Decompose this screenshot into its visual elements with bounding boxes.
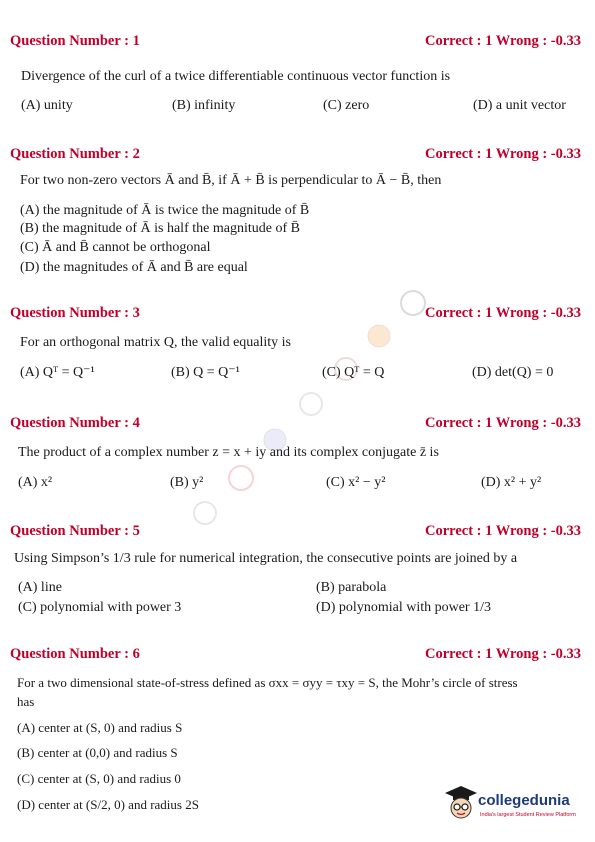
logo-name: collegedunia (478, 792, 570, 809)
option-a: (A) the magnitude of Ā is twice the magnitude of B̄ (20, 203, 310, 218)
question-stem: For a two dimensional state-of-stress defined as σxx = σyy = τxy = S, the Mohr’s circle of stress (17, 675, 518, 690)
question-header (10, 33, 581, 51)
question-marks: Correct : 1 Wrong : -0.33 (425, 305, 581, 321)
option-b: (B) center at (0,0) and radius S (17, 745, 178, 760)
option-c: (C) x² − y² (326, 475, 386, 490)
question-stem: For two non-zero vectors Ā and B̄, if Ā + B̄ is perpendicular to Ā − B̄, then (20, 173, 442, 188)
option-a: (A) x² (18, 475, 53, 490)
question-header (10, 415, 581, 433)
option-a: (A) unity (21, 98, 73, 113)
option-b: (B) y² (170, 475, 204, 490)
question-stem: Using Simpson’s 1/3 rule for numerical integration, the consecutive points are joined by a (14, 551, 518, 566)
option-c: (C) Ā and B̄ cannot be orthogonal (20, 240, 211, 255)
question-header (10, 146, 581, 164)
question-number: Question Number : 3 (10, 305, 140, 321)
question-header (10, 646, 581, 664)
question-stem-continued: has (17, 694, 35, 709)
option-d: (D) polynomial with power 1/3 (316, 600, 491, 615)
question-marks: Correct : 1 Wrong : -0.33 (425, 415, 581, 431)
question-header (10, 523, 581, 541)
question-number: Question Number : 4 (10, 415, 140, 431)
question-marks: Correct : 1 Wrong : -0.33 (425, 523, 581, 539)
question-header (10, 305, 581, 323)
option-a: (A) center at (S, 0) and radius S (17, 720, 183, 735)
option-d: (D) the magnitudes of Ā and B̄ are equal (20, 260, 248, 275)
question-stem: For an orthogonal matrix Q, the valid equality is (20, 335, 292, 350)
watermark-circle (229, 466, 253, 490)
logo-tagline: India's largest Student Review Platform (480, 812, 576, 818)
option-d: (D) center at (S/2, 0) and radius 2S (17, 797, 199, 812)
watermark-circle (368, 325, 390, 347)
question-marks: Correct : 1 Wrong : -0.33 (425, 146, 581, 162)
question-number: Question Number : 5 (10, 523, 140, 539)
question-number: Question Number : 2 (10, 146, 140, 162)
option-b: (B) Q = Q⁻¹ (171, 365, 240, 380)
option-c: (C) zero (323, 98, 370, 113)
question-marks: Correct : 1 Wrong : -0.33 (425, 646, 581, 662)
option-c: (C) center at (S, 0) and radius 0 (17, 771, 181, 786)
mascot-icon (444, 784, 478, 824)
option-a: (A) line (18, 580, 62, 595)
watermark-circle (194, 502, 216, 524)
question-number: Question Number : 1 (10, 33, 140, 49)
question-number: Question Number : 6 (10, 646, 140, 662)
option-d: (D) x² + y² (481, 475, 542, 490)
question-marks: Correct : 1 Wrong : -0.33 (425, 33, 581, 49)
option-c: (C) polynomial with power 3 (18, 600, 182, 615)
collegedunia-logo (444, 782, 584, 826)
question-stem: The product of a complex number z = x + iy and its complex conjugate z̄ is (18, 445, 439, 460)
option-c: (C) Qᵀ = Q (322, 365, 385, 380)
option-a: (A) Qᵀ = Q⁻¹ (20, 365, 95, 380)
option-b: (B) the magnitude of Ā is half the magnitude of B̄ (20, 221, 300, 236)
question-stem: Divergence of the curl of a twice differentiable continuous vector function is (21, 69, 451, 84)
option-d: (D) a unit vector (473, 98, 566, 113)
option-b: (B) infinity (172, 98, 236, 113)
watermark-circle (300, 393, 322, 415)
option-d: (D) det(Q) = 0 (472, 365, 554, 380)
option-b: (B) parabola (316, 580, 387, 595)
